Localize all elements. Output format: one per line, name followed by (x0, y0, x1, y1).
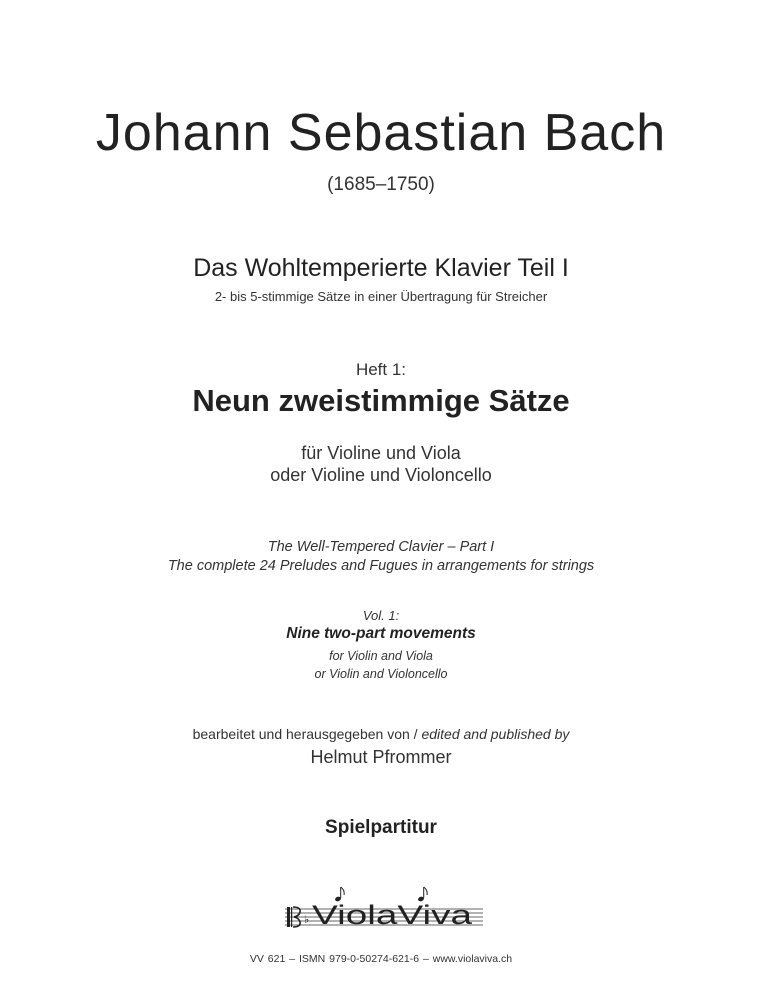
edited-by-german: bearbeitet und herausgegeben von / (192, 726, 422, 742)
footer-publication-info: VV 621 – ISMN 979-0-50274-621-6 – www.violaviva.ch (249, 953, 513, 965)
work-title: Neun zweistimmige Sätze (192, 383, 570, 418)
composer-dates: (1685–1750) (327, 174, 435, 195)
collection-subtitle: 2- bis 5-stimmige Sätze in einer Übertragung für Streicher (214, 289, 548, 304)
composer-name: Johann Sebastian Bach (95, 104, 667, 162)
publisher-logo (285, 885, 485, 935)
svg-text:♭: ♭ (304, 913, 310, 926)
volume-label: Heft 1: (355, 360, 407, 379)
edited-by-english: edited and published by (421, 726, 570, 742)
publisher-logo-text: ViolaViva (312, 900, 474, 930)
score-type: Spielpartitur (325, 817, 437, 838)
english-instrumentation-line-2: or Violin and Violoncello (314, 667, 448, 681)
collection-title: Das Wohltemperierte Klavier Teil I (193, 254, 569, 282)
instrumentation-line-2: oder Violine und Violoncello (270, 465, 492, 485)
english-title-line-1: The Well-Tempered Clavier – Part I (267, 539, 495, 555)
instrumentation-line-1: für Violine und Viola (301, 443, 461, 463)
edited-by-line (0, 726, 762, 742)
english-instrumentation-line-1: for Violin and Viola (329, 649, 433, 663)
english-volume-label: Vol. 1: (362, 608, 400, 623)
english-title-line-2: The complete 24 Preludes and Fugues in arrangements for strings (167, 558, 595, 574)
english-work-title: Nine two-part movements (286, 625, 476, 642)
editor-name: Helmut Pfrommer (310, 747, 452, 767)
